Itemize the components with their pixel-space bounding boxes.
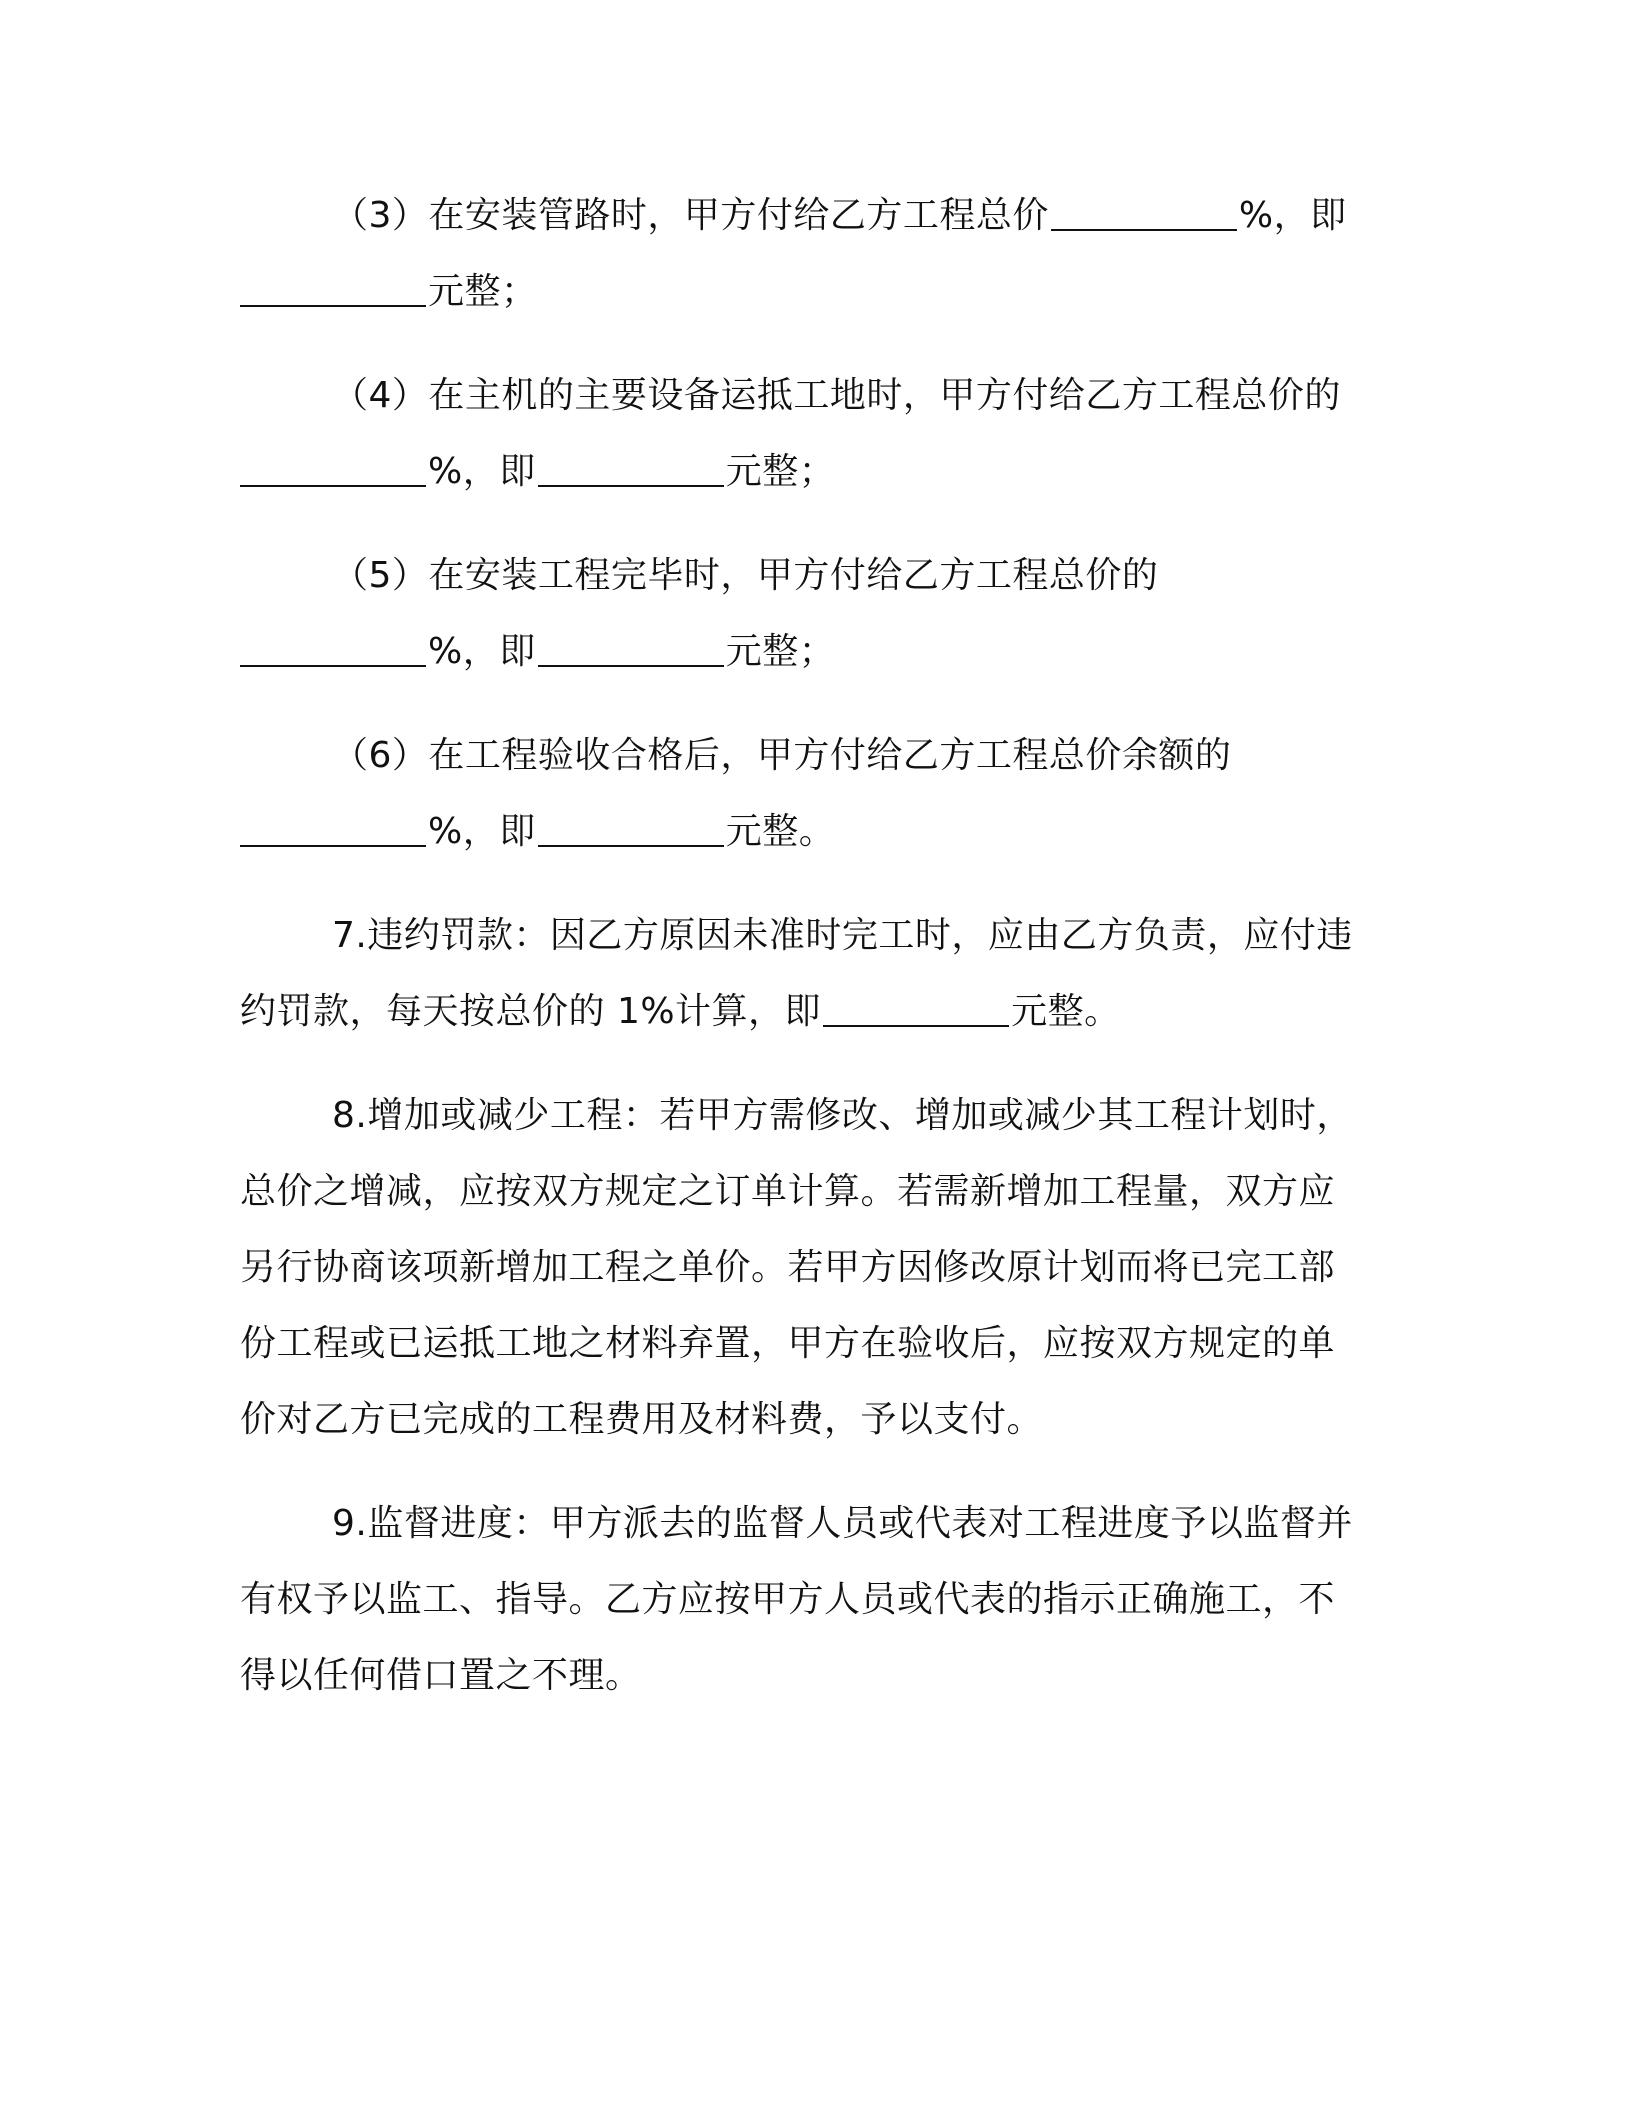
clause-9-line-3: 得以任何借口置之不理。 [240, 1655, 642, 1696]
clause-4-amount-text: 元整； [725, 451, 836, 492]
clause-5-percent-text: %，即 [428, 631, 536, 672]
percent-blank-field[interactable] [240, 809, 426, 847]
clause-5-text: （5）在安装工程完毕时，甲方付给乙方工程总价的 [332, 555, 1159, 596]
clause-4-percent-text: %，即 [428, 451, 536, 492]
clause-8-line-2: 总价之增减，应按双方规定之订单计算。若需新增加工程量，双方应 [240, 1171, 1336, 1212]
amount-blank-field[interactable] [823, 989, 1009, 1027]
clause-4-line-2 [240, 434, 1380, 510]
clause-3-paragraph [240, 178, 1380, 330]
clause-3-amount-text: 元整； [428, 271, 538, 312]
clause-8-line-1: 8.增加或减少工程：若甲方需修改、增加或减少其工程计划时， [332, 1095, 1353, 1136]
clause-5-line-2 [240, 614, 1380, 690]
clause-6-line-1 [240, 718, 1380, 794]
clause-5-line-1 [240, 538, 1380, 614]
clause-3-line-1 [240, 178, 1380, 254]
clause-8-line-3: 另行协商该项新增加工程之单价。若甲方因修改原计划而将已完工部 [240, 1247, 1336, 1288]
clause-7-amount-text: 元整。 [1011, 991, 1121, 1032]
clause-7-line-2 [240, 974, 1380, 1050]
clause-6-paragraph [240, 718, 1380, 870]
clause-7-text: 约罚款，每天按总价的 1%计算，即 [240, 991, 822, 1032]
amount-blank-field[interactable] [538, 809, 724, 847]
clause-5-amount-text: 元整； [725, 631, 836, 672]
clause-9-line-2: 有权予以监工、指导。乙方应按甲方人员或代表的指示正确施工，不 [240, 1579, 1336, 1620]
clause-6-line-2 [240, 794, 1380, 870]
clause-6-percent-text: %，即 [428, 811, 536, 852]
clause-6-amount-text: 元整。 [725, 811, 836, 852]
clause-4-paragraph [240, 358, 1380, 510]
percent-blank-field[interactable] [240, 629, 426, 667]
clause-9-line-1: 9.监督进度：甲方派去的监督人员或代表对工程进度予以监督并 [332, 1503, 1353, 1544]
clause-7-penalty-paragraph [240, 898, 1380, 1050]
clause-3-percent-text: %，即 [1238, 195, 1347, 236]
amount-blank-field[interactable] [538, 629, 724, 667]
clause-6-text: （6）在工程验收合格后，甲方付给乙方工程总价余额的 [332, 735, 1232, 776]
percent-blank-field[interactable] [240, 449, 426, 487]
amount-blank-field[interactable] [538, 449, 724, 487]
clause-8-line-5: 价对乙方已完成的工程费用及材料费，予以支付。 [240, 1399, 1044, 1440]
percent-blank-field[interactable] [1051, 193, 1237, 231]
clause-8-change-paragraph [240, 1078, 1380, 1458]
clause-4-line-1 [240, 358, 1380, 434]
clause-7-line-1: 7.违约罚款：因乙方原因未准时完工时，应由乙方负责，应付违 [332, 915, 1353, 956]
clause-5-paragraph [240, 538, 1380, 690]
clause-3-text: （3）在安装管路时，甲方付给乙方工程总价 [332, 195, 1049, 236]
clause-4-text: （4）在主机的主要设备运抵工地时，甲方付给乙方工程总价的 [332, 375, 1341, 416]
clause-3-line-2 [240, 254, 1380, 330]
clause-9-supervision-paragraph [240, 1486, 1380, 1714]
clause-8-line-4: 份工程或已运抵工地之材料弃置，甲方在验收后，应按双方规定的单 [240, 1323, 1336, 1364]
amount-blank-field[interactable] [240, 269, 426, 307]
